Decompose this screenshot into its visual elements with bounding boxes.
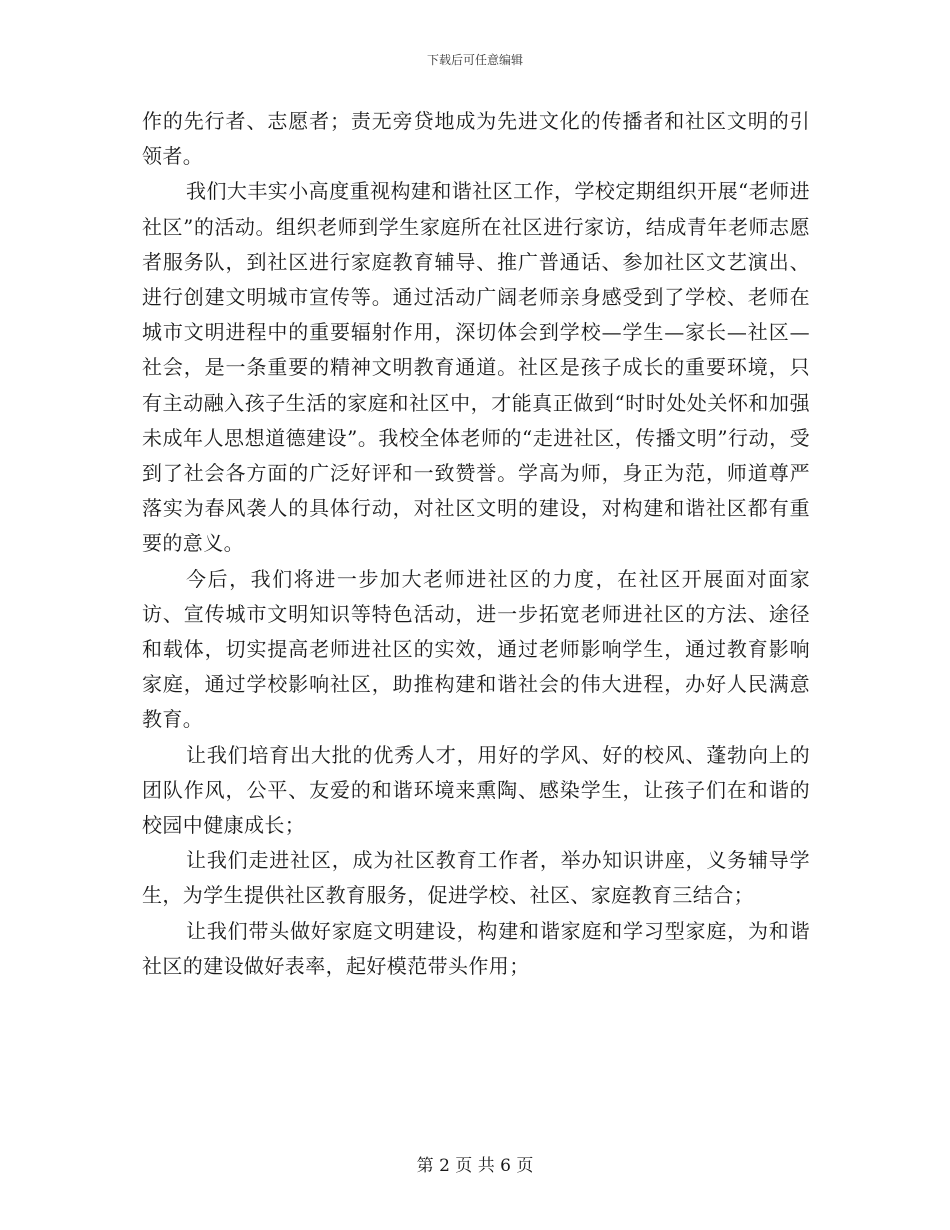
page-number: 第 2 页 共 6 页 bbox=[416, 1156, 534, 1176]
paragraph-talent: 让我们培育出大批的优秀人才，用好的学风、好的校风、蓬勃向上的团队作风，公平、友爱的和谐环境来熏陶、感染学生，让孩子们在和谐的校园中健康成长； bbox=[142, 742, 810, 838]
paragraph-continuation: 作的先行者、志愿者；责无旁贷地成为先进文化的传播者和社区文明的引领者。 bbox=[142, 109, 810, 169]
paragraph-enter-community: 让我们走进社区，成为社区教育工作者，举办知识讲座，义务辅导学生，为学生提供社区教育服务，促进学校、社区、家庭教育三结合； bbox=[142, 848, 810, 908]
header-note: 下载后可任意编辑 bbox=[426, 53, 523, 67]
paragraph-family-civilization: 让我们带头做好家庭文明建设，构建和谐家庭和学习型家庭，为和谐社区的建设做好表率，起好模范带头作用； bbox=[142, 918, 810, 978]
paragraph-community-work: 我们大丰实小高度重视构建和谐社区工作，学校定期组织开展“老师进社区”的活动。组织老师到学生家庭所在社区进行家访，结成青年老师志愿者服务队，到社区进行家庭教育辅导、推广普通话、参加社区文艺演出、进行创建文明城市宣传等。通过活动广阔老师亲身感受到了学校、老师在城市文明进程中的重要辐射作用，深切体会到学校—学生—家长—社区—社会，是一条重要的精神文明教育通道。社区是孩子成长的重要环境，只有主动融入孩子生活的家庭和社区中，才能真正做到“时时处处关怀和加强未成年人思想道德建设”。我校全体老师的“走进社区，传播文明”行动，受到了社会各方面的广泛好评和一致赞誉。学高为师，身正为范，师道尊严落实为春风袭人的具体行动，对社区文明的建设，对构建和谐社区都有重要的意义。 bbox=[142, 179, 810, 556]
document-body bbox=[142, 104, 810, 984]
paragraph-future-plans: 今后，我们将进一步加大老师进社区的力度，在社区开展面对面家访、宣传城市文明知识等特色活动，进一步拓宽老师进社区的方法、途径和载体，切实提高老师进社区的实效，通过老师影响学生，通过教育影响家庭，通过学校影响社区，助推构建和谐社会的伟大进程，办好人民满意教育。 bbox=[142, 566, 810, 732]
